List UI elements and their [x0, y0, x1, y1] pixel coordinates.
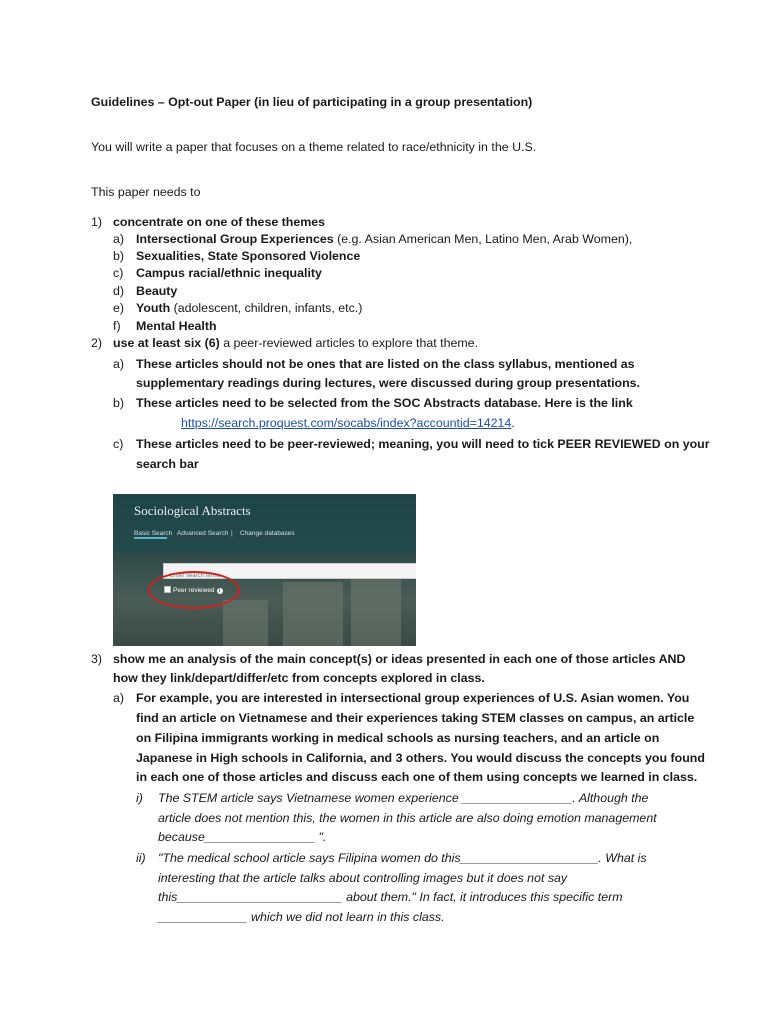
- theme-d-number: d): [113, 284, 125, 298]
- item-3a-number: a): [113, 691, 125, 705]
- item-3-line1-text: show me an analysis of the main concept(s) or ideas presented in each one of those articles: [113, 652, 659, 666]
- intro-paragraph: You will write a paper that focuses on a theme related to race/ethnicity in the U.S.: [91, 140, 537, 154]
- item-3a-line1: For example, you are interested in intersectional group experiences of U.S. Asian women. You: [136, 691, 690, 705]
- tab-separator: |: [231, 530, 233, 537]
- tab-basic-search: Basic Search: [134, 530, 173, 537]
- item-2b-link-line: [181, 414, 515, 432]
- item-1-number: 1): [91, 215, 103, 229]
- theme-b-number: b): [113, 249, 125, 263]
- tab-change-databases: Change databases: [240, 530, 295, 537]
- item-2b-period: .: [511, 416, 515, 430]
- theme-d: Beauty: [136, 284, 178, 298]
- document-heading: Guidelines – Opt-out Paper (in lieu of participating in a group presentation): [91, 95, 533, 109]
- theme-a-rest: (e.g. Asian American Men, Latino Men, Arab Women),: [333, 232, 633, 246]
- theme-f: Mental Health: [136, 319, 217, 333]
- soc-abstracts-link[interactable]: https://search.proquest.com/socabs/index?accountid=14214: [181, 416, 512, 430]
- peer-reviewed-label: Peer reviewed: [173, 587, 215, 594]
- theme-a: [136, 230, 632, 248]
- item-2a-line1: These articles should not be ones that are listed on the class syllabus, mentioned as: [136, 357, 635, 371]
- item-3-line1: [113, 650, 685, 668]
- info-icon: i: [217, 588, 223, 594]
- item-2b-number: b): [113, 396, 125, 410]
- item-2c-line2: search bar: [136, 457, 199, 471]
- item-2-rest: a peer-reviewed articles to explore that theme.: [219, 336, 479, 350]
- item-2-number: 2): [91, 336, 103, 350]
- theme-a-number: a): [113, 232, 125, 246]
- item-3-line2: how they link/depart/differ/etc from concepts explored in class.: [113, 671, 485, 685]
- item-1-text: concentrate on one of these themes: [113, 215, 326, 229]
- item-3a-ii-line3: this________________________ about them." In fact, it introduces this specific term: [158, 890, 623, 904]
- item-3-number: 3): [91, 652, 103, 666]
- item-3a-line3: on Filipina immigrants working in medical schools as nursing teachers, and an article on: [136, 731, 660, 745]
- item-3a-ii-line2: interesting that the article talks about controlling images but it does not say: [158, 871, 568, 885]
- theme-c-number: c): [113, 266, 124, 280]
- item-3a-line5: in each one of those articles and discuss each one of them using concepts we learned in class.: [136, 770, 698, 784]
- item-3a-i-number: i): [136, 791, 143, 805]
- screenshot-title: Sociological Abstracts: [134, 503, 251, 518]
- item-3-and: AND: [658, 652, 686, 666]
- theme-e-number: e): [113, 301, 125, 315]
- item-3a-line2: find an article on Vietnamese and their experiences taking STEM classes on campus, an article: [136, 711, 695, 725]
- item-2b-line1: These articles need to be selected from the SOC Abstracts database. Here is the link: [136, 396, 633, 410]
- theme-e: [136, 299, 362, 317]
- theme-f-number: f): [113, 319, 121, 333]
- item-3a-ii-line4: _____________ which we did not learn in this class.: [158, 910, 445, 924]
- item-2-text: [113, 334, 478, 352]
- item-3a-i-line2: article does not mention this, the women in this article are also doing emotion management: [158, 811, 657, 825]
- item-3a-line4: Japanese in High schools in California, and 3 others. You would discuss the concepts you found: [136, 751, 705, 765]
- theme-b: Sexualities, State Sponsored Violence: [136, 249, 361, 263]
- theme-e-rest: (adolescent, children, infants, etc.): [170, 301, 363, 315]
- item-2a-line2: supplementary readings during lectures, were discussed during group presentations.: [136, 376, 640, 390]
- theme-e-lead: Youth: [136, 301, 171, 315]
- theme-a-lead: Intersectional Group Experiences: [136, 232, 334, 246]
- item-2c-number: c): [113, 437, 124, 451]
- theme-c: Campus racial/ethnic inequality: [136, 266, 322, 280]
- item-2a-number: a): [113, 357, 125, 371]
- tab-advanced-search: Advanced Search: [177, 530, 229, 537]
- item-3a-ii-line1: "The medical school article says Filipina women do this____________________. What is: [158, 851, 647, 865]
- item-2-lead: use at least six (6): [113, 336, 220, 350]
- item-3a-i-line3: because________________ ".: [158, 830, 327, 844]
- item-2c-line1: These articles need to be peer-reviewed; meaning, you will need to tick PEER REVIEWED on your: [136, 437, 710, 451]
- sociological-abstracts-screenshot: [113, 494, 416, 646]
- item-3a-ii-number: ii): [136, 851, 146, 865]
- highlight-ring: [148, 571, 240, 609]
- active-tab-underline: [134, 537, 167, 539]
- needs-line: This paper needs to: [91, 185, 201, 199]
- item-3a-i-line1: The STEM article says Vietnamese women experience ________________. Although the: [158, 791, 649, 805]
